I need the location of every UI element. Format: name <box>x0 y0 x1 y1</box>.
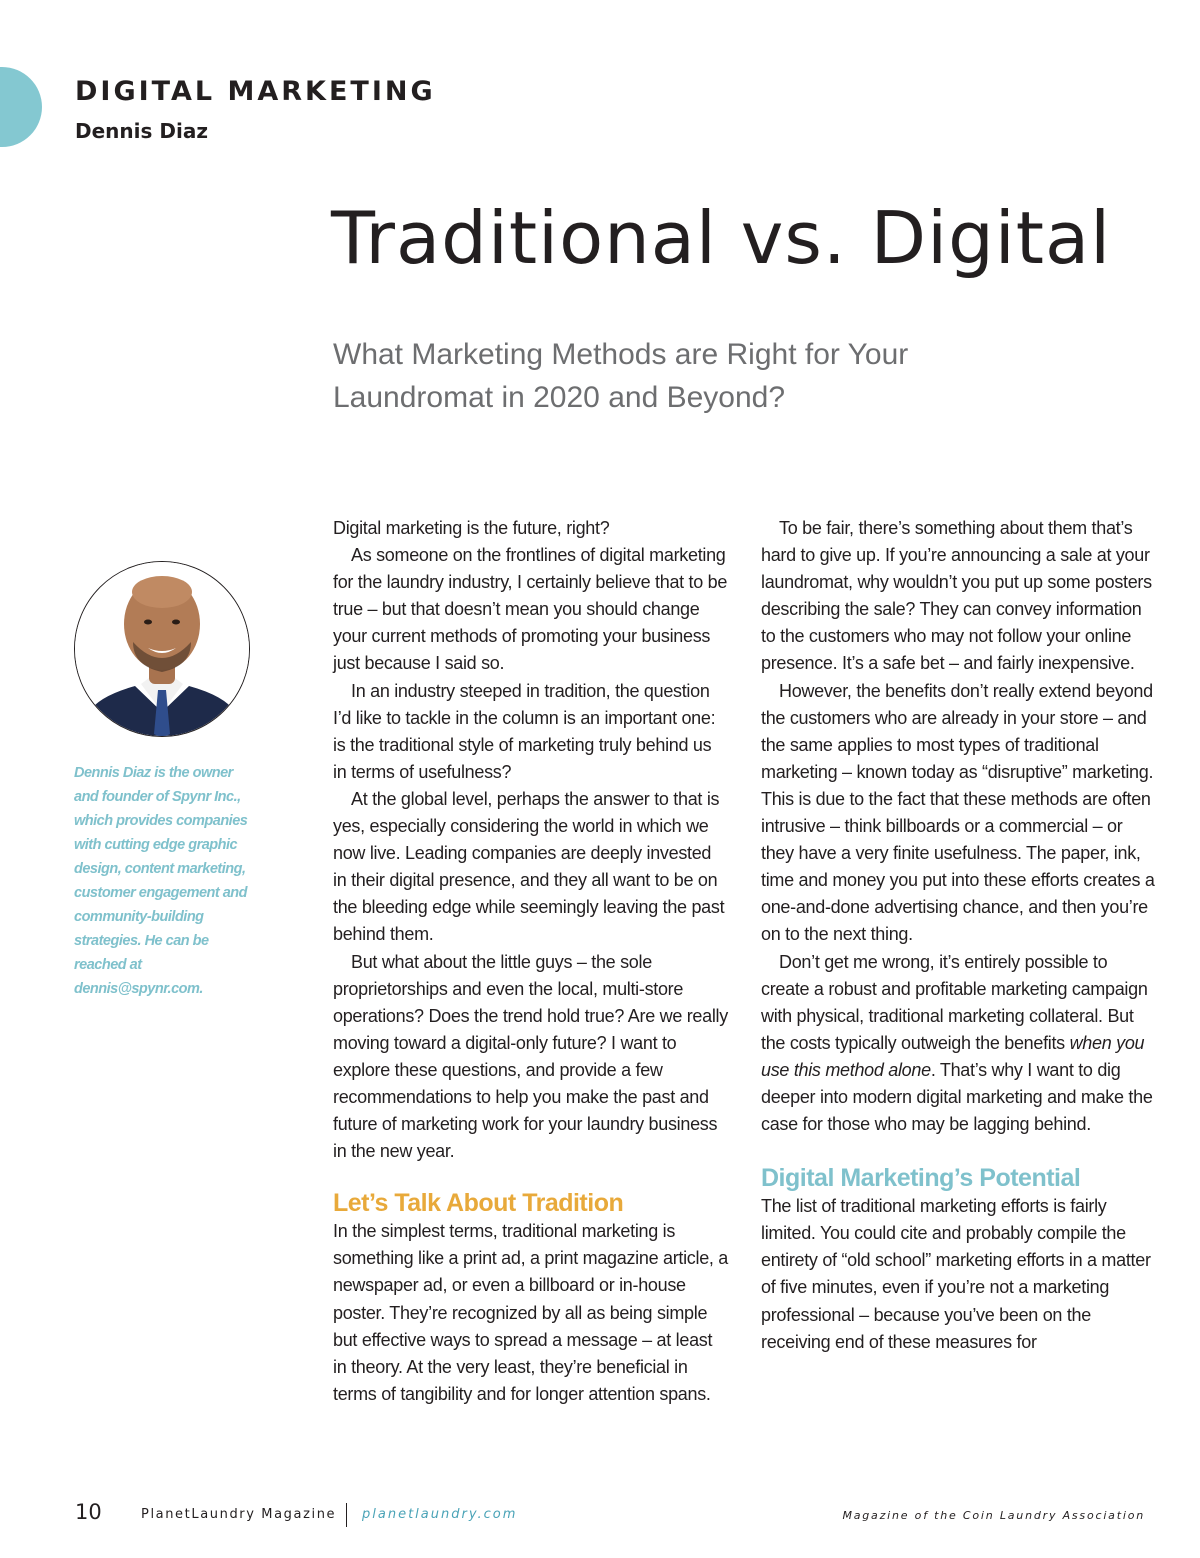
association-tagline: Magazine of the Coin Laundry Association <box>842 1509 1145 1522</box>
article-column-left <box>333 515 729 1408</box>
body-paragraph <box>761 949 1159 1139</box>
body-paragraph: The list of traditional marketing efforts is fairly limited. You could cite and probably compile the entirety of “old school” marketing efforts in a matter of five minutes, even if you’re not a marketing professional – because you’ve been on the receiving end of these measures for <box>761 1196 1151 1352</box>
section-heading-tradition: Let’s Talk About Tradition <box>333 1189 624 1218</box>
body-paragraph: In the simplest terms, traditional marketing is something like a print ad, a print magazine article, a newspaper ad, or even a billboard or in-house poster. They’re recognized by all as being simple but effective ways to spread a message – at least in theory. At the very least, they’re beneficial in terms of tangibility and for longer attention spans. <box>333 1221 729 1404</box>
article-title: Traditional vs. Digital <box>331 196 1112 280</box>
section-heading-digital-potential: Digital Marketing’s Potential <box>761 1164 1081 1193</box>
author-bio: Dennis Diaz is the owner and founder of Spynr Inc., which provides companies with cutting edge graphic design, content marketing, customer engagement and community-building strategies. He can be reached at dennis@spynr.com. <box>74 765 248 997</box>
author-photo <box>74 561 250 737</box>
page-number: 10 <box>75 1500 102 1524</box>
body-paragraph: Digital marketing is the future, right? <box>333 518 610 538</box>
body-text: . That’s why I want to dig deeper into modern digital marketing and make the case for those who may be lagging behind. <box>761 1059 1153 1135</box>
author-name: Dennis Diaz <box>75 119 208 143</box>
section-title: DIGITAL MARKETING <box>75 76 436 107</box>
body-paragraph: To be fair, there’s something about them that’s hard to give up. If you’re announcing a sale at your laundromat, why wouldn’t you put up some posters describing the sale? They can convey information to the customers who may not follow your online presence. It’s a safe bet – and fairly inexpensive. <box>761 518 1152 674</box>
emphasis-text: when you use this method alone <box>761 1032 1145 1080</box>
body-paragraph: However, the benefits don’t really extend beyond the customers who are already in your store – and the same applies to most types of traditional marketing – known today as “disruptive” marketing. This is due to the fact that these methods are often intrusive – think billboards or a commercial – or they have a very finite usefulness. The paper, ink, time and money you put into these efforts creates a one-and-done advertising chance, and then you’re on to the next thing. <box>761 680 1155 945</box>
magazine-name: PlanetLaundry Magazine <box>141 1507 337 1522</box>
body-paragraph: As someone on the frontlines of digital marketing for the laundry industry, I certainly believe that to be true – but that doesn’t mean you should change your current methods of promoting your business just because I said so. <box>333 545 728 674</box>
article-subtitle: What Marketing Methods are Right for Your Laundromat in 2020 and Beyond? <box>333 338 909 414</box>
magazine-url[interactable]: planetlaundry.com <box>362 1507 518 1522</box>
author-portrait-illustration <box>75 562 249 736</box>
footer-divider <box>346 1503 347 1527</box>
body-text: Don’t get me wrong, it’s entirely possible to create a robust and profitable marketing campaign with physical, traditional marketing collateral. But the costs typically outweigh the benefits <box>761 951 1148 1053</box>
body-paragraph: But what about the little guys – the sole proprietorships and even the local, multi-store operations? Does the trend hold true? Are we really moving toward a digital-only future? I want to explore these questions, and provide a few recommendations to help you make the past and future of marketing work for your laundry business in the new year. <box>333 951 728 1162</box>
body-paragraph: At the global level, perhaps the answer to that is yes, especially considering the world in which we now live. Leading companies are deeply invested in their digital presence, and they all want to be on the bleeding edge while seemingly leaving the past behind them. <box>333 788 725 945</box>
article-column-right <box>761 515 1159 1356</box>
body-paragraph: In an industry steeped in tradition, the question I’d like to tackle in the column is an important one: is the traditional style of marketing truly behind us in terms of usefulness? <box>333 680 716 782</box>
section-tab-marker <box>0 67 42 147</box>
